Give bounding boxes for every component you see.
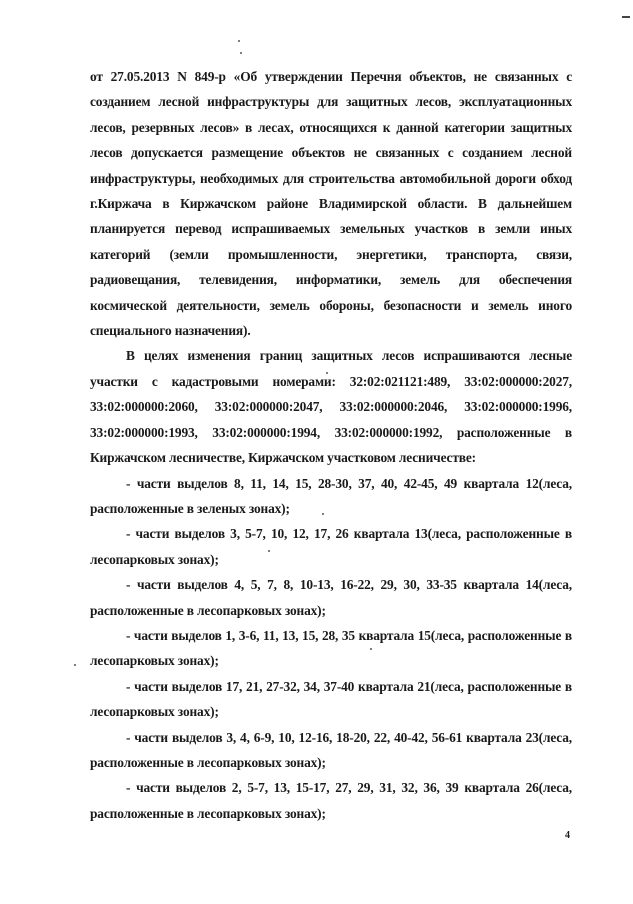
scan-speck	[238, 40, 240, 42]
list-item-quarter-21: - части выделов 17, 21, 27-32, 34, 37-40 квартала 21(леса, расположенные в лесопарковых зонах);	[90, 678, 572, 720]
paragraph-cadastral-numbers: В целях изменения границ защитных лесов испрашиваются лесные участки с кадастровыми номерами: 32:02:021121:489, 33:02:000000:2027, 33:02:000000:2060, 33:02:000000:2047, 33:02:000000:2046, 33:02:000000:1996, 33:02:000000:1993, 33:02:000000:1994, 33:02:000000:1992, расположенные в Киржачском лесничестве, Киржачском участковом лесничестве:	[90, 348, 572, 466]
list-item-quarter-15: - части выделов 1, 3-6, 11, 13, 15, 28, 35 квартала 15(леса, расположенные в лесопарковых зонах);	[90, 627, 572, 669]
scan-speck	[240, 52, 242, 54]
list-item-quarter-12: - части выделов 8, 11, 14, 15, 28-30, 37, 40, 42-45, 49 квартала 12(леса, расположенные в зеленых зонах);	[90, 475, 572, 516]
document-body	[90, 64, 572, 826]
edge-mark	[622, 16, 630, 18]
list-item-quarter-23: - части выделов 3, 4, 6-9, 10, 12-16, 18-20, 22, 40-42, 56-61 квартала 23(леса, расположенные в лесопарковых зонах);	[90, 729, 572, 770]
list-item-quarter-14: - части выделов 4, 5, 7, 8, 10-13, 16-22, 29, 30, 33-35 квартала 14(леса, расположенные в лесопарковых зонах);	[90, 577, 572, 618]
scan-speck	[74, 664, 76, 666]
list-item-quarter-26: - части выделов 2, 5-7, 13, 15-17, 27, 29, 31, 32, 36, 39 квартала 26(леса, расположенные в лесопарковых зонах);	[90, 780, 572, 821]
list-item-quarter-13: - части выделов 3, 5-7, 10, 12, 17, 26 квартала 13(леса, расположенные в лесопарковых зонах);	[90, 526, 572, 567]
paragraph-regulation-context: от 27.05.2013 N 849-р «Об утверждении Перечня объектов, не связанных с созданием лесной инфраструктуры для защитных лесов, эксплуатационных лесов, резервных лесов» в лесах, относящихся к данной категории защитных лесов допускается размещение объектов не связанных с созданием лесной инфраструктуры, необходимых для строительства автомобильной дороги обход г.Киржача в Киржачском районе Владимирской области. В дальнейшем планируется перевод испрашиваемых земельных участков в земли иных категорий (земли промышленности, энергетики, транспорта, связи, радиовещания, телевидения, информатики, земель для обеспечения космической деятельности, земель обороны, безопасности и земель иного специального назначения).	[90, 69, 572, 339]
page-number: 4	[565, 830, 570, 841]
